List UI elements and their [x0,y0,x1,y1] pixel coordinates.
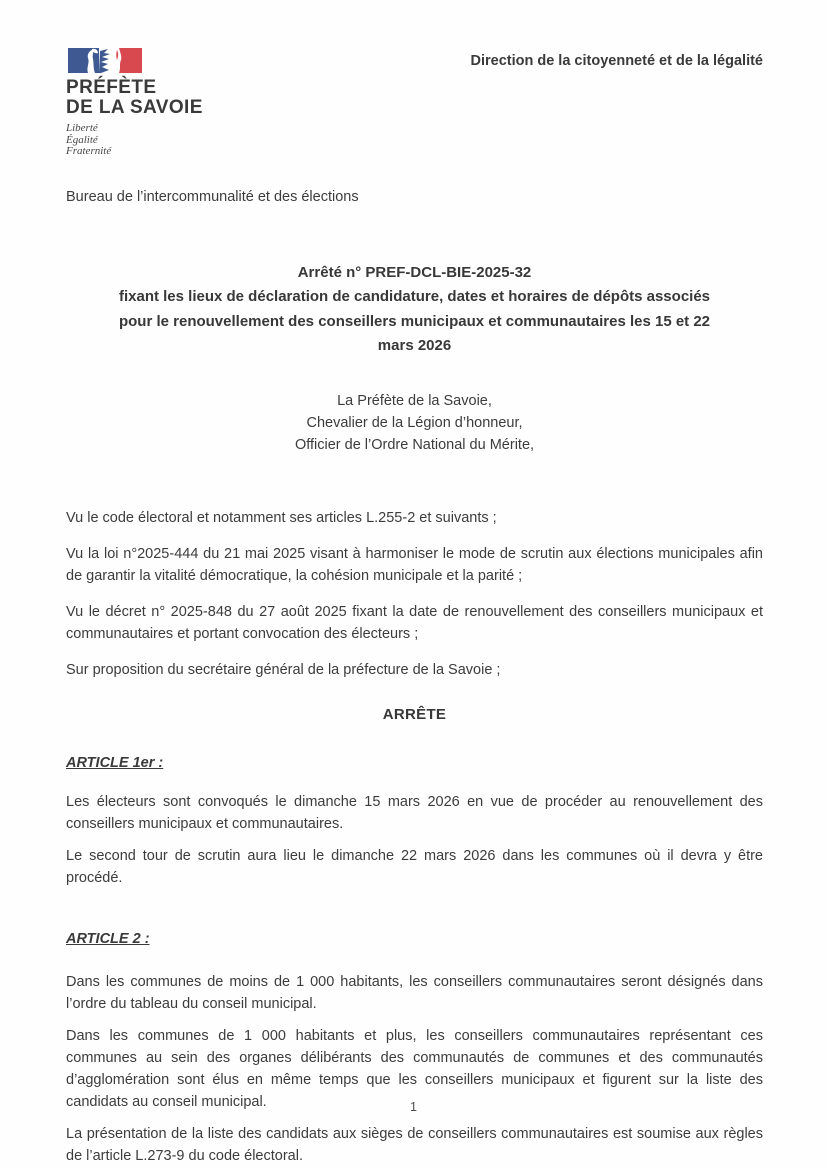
prefecture-logo [66,48,286,158]
decree-title-line2: fixant les lieux de déclaration de candidature, dates et horaires de dépôts associés [118,288,711,305]
article-1 [66,755,763,889]
article-1-paragraph-2: Le second tour de scrutin aura lieu le dimanche 22 mars 2026 dans les communes où il devra y être procédé. [66,847,763,886]
article-2-heading: ARTICLE 2 : [66,930,150,947]
motto-fraternite: Fraternité [66,145,112,157]
decree-title [66,261,763,359]
article-2 [66,931,763,1167]
direction-label: Direction de la citoyenneté et de la légalité [470,53,763,69]
recitals [66,507,763,681]
prefecture-name-line2: DE LA SAVOIE [66,97,203,118]
republic-motto [66,123,286,158]
recital-paragraph-3: Vu le décret n° 2025-848 du 27 août 2025 fixant la date de renouvellement des conseillers municipaux et communautaires et portant convocation des électeurs ; [66,603,763,642]
authority-line1: La Préfète de la Savoie, [337,392,492,409]
decree-number: Arrêté n° PREF-DCL-BIE-2025-32 [297,263,532,281]
authority-line3: Officier de l’Ordre National du Mérite, [294,436,535,453]
motto-liberte: Liberté [66,122,98,134]
article-2-paragraph-3: La présentation de la liste des candidats aux sièges de conseillers communautaires est soumise aux règles de l’article L.273-9 du code électoral. [66,1125,763,1164]
recital-paragraph-1: Vu le code électoral et notamment ses articles L.255-2 et suivants ; [66,509,497,526]
recital-paragraph-4: Sur proposition du secrétaire général de la préfecture de la Savoie ; [66,661,501,678]
bureau-label: Bureau de l’intercommunalité et des élections [66,188,359,205]
recital-paragraph-2: Vu la loi n°2025-444 du 21 mai 2025 visant à harmoniser le mode de scrutin aux élections municipales afin de garantir la vitalité démocratique, la cohésion municipale et la parité ; [66,545,763,584]
marianne-flag-icon [68,48,144,75]
prefecture-name-line1: PRÉFÈTE [66,77,157,98]
prefecture-name [66,78,286,118]
article-1-heading: ARTICLE 1er : [66,754,164,771]
authority-block [66,390,763,456]
decree-title-line4: mars 2026 [377,337,452,354]
motto-egalite: Égalité [66,133,98,146]
header [66,48,763,158]
authority-line2: Chevalier de la Légion d’honneur, [306,414,523,431]
article-2-paragraph-2: Dans les communes de 1 000 habitants et plus, les conseillers communautaires représentant ces communes au sein des organes délibérants des communautés de communes et des communautés d’agglomération sont élus en même temps que les conseillers municipaux et figurent sur la liste des candidats au conseil municipal. [66,1027,763,1110]
article-2-paragraph-1: Dans les communes de moins de 1 000 habitants, les conseillers communautaires seront désignés dans l’ordre du tableau du conseil municipal. [66,973,763,1012]
page-number: 1 [410,1100,417,1114]
arrete-heading: ARRÊTE [382,705,447,723]
article-1-paragraph-1: Les électeurs sont convoqués le dimanche 15 mars 2026 en vue de procéder au renouvellement des conseillers municipaux et communautaires. [66,793,763,832]
decree-title-line3: pour le renouvellement des conseillers municipaux et communautaires les 15 et 22 [118,312,711,330]
